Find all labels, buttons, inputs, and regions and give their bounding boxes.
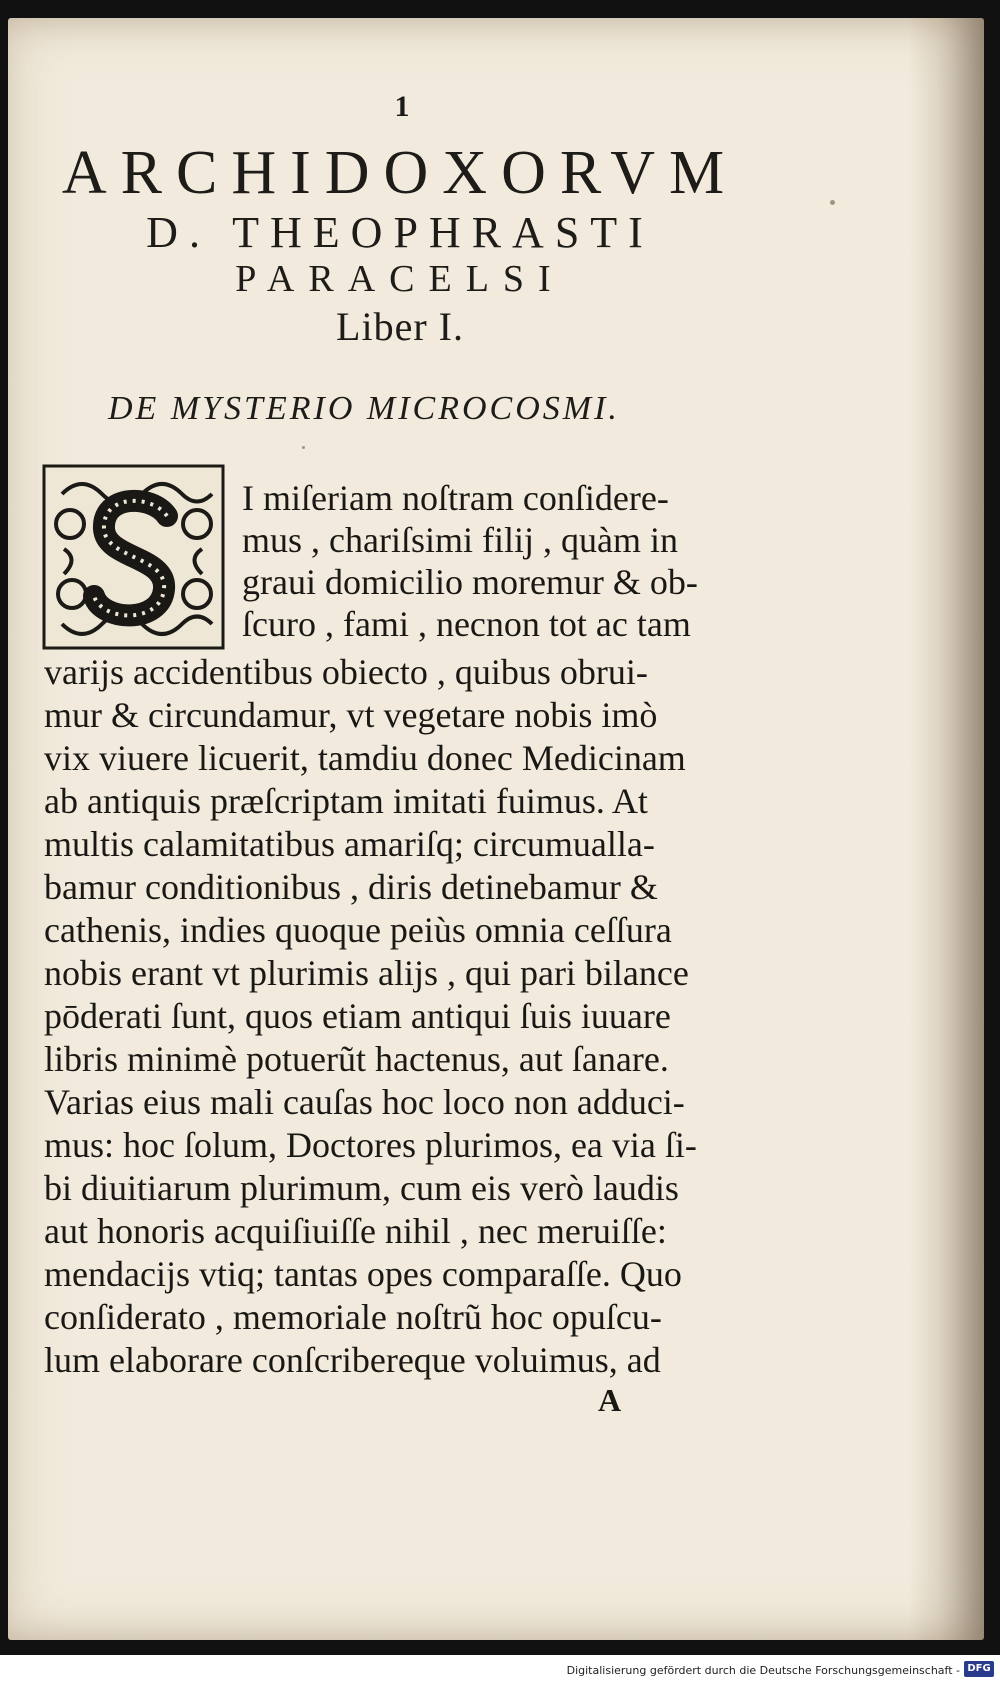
body-line: bamur conditionibus , diris detinebamur & — [44, 867, 658, 907]
body-line: ſcuro , fami , necnon tot ac tam — [242, 604, 691, 644]
title-line-4: Liber I. — [336, 304, 464, 349]
body-line: mur & circundamur, vt vegetare nobis imò — [44, 695, 658, 735]
paper-speck — [830, 200, 835, 205]
body-line: varijs accidentibus obiecto , quibus obrui- — [44, 652, 648, 692]
body-line: pōderati ſunt, quos etiam antiqui ſuis iuuare — [44, 996, 671, 1036]
footer-credit: Digitalisierung gefördert durch die Deutsche Forschungsgemeinschaft - — [566, 1664, 960, 1677]
body-line: cathenis, indies quoque peiùs omnia ceſſura — [44, 910, 672, 950]
body-line: Varias eius mali cauſas hoc loco non adduci- — [44, 1082, 685, 1122]
body-line: ab antiquis præſcriptam imitati fuimus. At — [44, 781, 648, 821]
body-line: graui domicilio moremur & ob- — [242, 562, 698, 602]
body-line: multis calamitatibus amariſq; circumualla- — [44, 824, 655, 864]
page-edge-shadow — [908, 18, 984, 1640]
body-line: vix viuere licuerit, tamdiu donec Medicinam — [44, 738, 686, 778]
body-line: lum elaborare conſcribereque voluimus, ad — [44, 1340, 661, 1380]
page-number: 1 — [394, 90, 410, 123]
body-line: mus: hoc ſolum, Doctores plurimos, ea via ſi- — [44, 1125, 697, 1165]
body-line: I miſeriam noſtram conſidere- — [242, 478, 669, 518]
body-line: mendacijs vtiq; tantas opes comparaſſe. Quo — [44, 1254, 682, 1294]
title-line-3: PARACELSI — [235, 258, 565, 300]
body-line: conſiderato , memoriale noſtrũ hoc opuſcu- — [44, 1297, 662, 1337]
body-line: nobis erant vt plurimis alijs , qui pari bilance — [44, 953, 689, 993]
signature-mark: A — [598, 1382, 622, 1418]
title-line-2: D. THEOPHRASTI — [146, 208, 654, 257]
decorated-initial-s — [42, 464, 225, 650]
dfg-logo: DFG — [964, 1661, 994, 1677]
body-line: aut honoris acquiſiuiſſe nihil , nec meruiſſe: — [44, 1211, 667, 1251]
paper-speck — [302, 446, 305, 449]
body-line: bi diuitiarum plurimum, cum eis verò laudis — [44, 1168, 679, 1208]
section-heading: DE MYSTERIO MICROCOSMI. — [108, 390, 620, 427]
body-line: mus , chariſsimi filij , quàm in — [242, 520, 678, 560]
title-line-1: ARCHIDOXORVM — [61, 139, 739, 207]
body-line: libris minimè potuerũt hactenus, aut ſanare. — [44, 1039, 669, 1079]
